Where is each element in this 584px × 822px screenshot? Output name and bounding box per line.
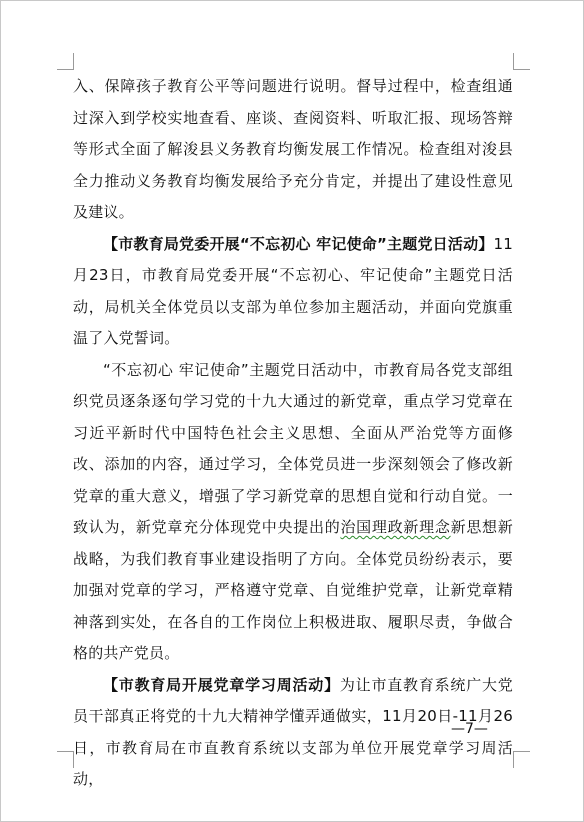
paragraph-party-day-details — [73, 355, 513, 670]
paragraph-text: 入、保障孩子教育公平等问题进行说明。督导过程中，检查组通过深入到学校实地查看、座谈、查阅资料、听取汇报、现场答辩等形式全面了解浚县义务教育均衡发展工作情况。检查组对浚县全力推动义务教育均衡发展给予充分肯定，并提出了建设性意见及建议。 — [73, 77, 513, 221]
document-body — [73, 71, 513, 796]
news-item-text: 为让市直教育系统广大党员干部真正将党的十九大精神学懂弄通做实，11月20日-11月26日，市教育局在市直教育系统以支部为单位开展党章学习周活动， — [73, 675, 513, 788]
spellcheck-underlined-text: 治国理政新理念 — [340, 518, 451, 536]
page-number: —7— — [451, 721, 488, 737]
paragraph-text-after: 新思想新战略，为我们教育事业建设指明了方向。全体党员纷纷表示，要加强对党章的学习，严格遵守党章、自觉维护党章，让新党章精神落到实处，在各自的工作岗位上积极进取、履职尽责，争做合格的共产党员。 — [73, 518, 513, 662]
crop-mark-top-left — [57, 53, 74, 70]
crop-mark-bottom-left — [57, 751, 74, 768]
crop-mark-top-right — [513, 53, 530, 70]
news-item-party-day — [73, 229, 513, 355]
news-item-study-week — [73, 670, 513, 796]
news-item-heading: 【市教育局党委开展“不忘初心 牢记使命”主题党日活动】 — [103, 234, 494, 253]
news-item-text: 11月23日，市教育局党委开展“不忘初心、牢记使命”主题党日活动，局机关全体党员以支部为单位参加主题活动，并面向党旗重温了入党誓词。 — [73, 234, 513, 347]
paragraph-text-before: “不忘初心 牢记使命”主题党日活动中，市教育局各党支部组织党员逐条逐句学习党的十九大通过的新党章，重点学习党章在习近平新时代中国特色社会主义思想、全面从严治党等方面修改、添加的内容，通过学习，全体党员进一步深刻领会了修改新党章的重大意义，增强了学习新党章的思想自觉和行动自觉。一致认为，新党章充分体现党中央提出的 — [73, 360, 513, 536]
crop-mark-bottom-right — [513, 751, 530, 768]
news-item-heading: 【市教育局开展党章学习周活动】 — [103, 675, 340, 694]
paragraph-continuation — [73, 71, 513, 229]
